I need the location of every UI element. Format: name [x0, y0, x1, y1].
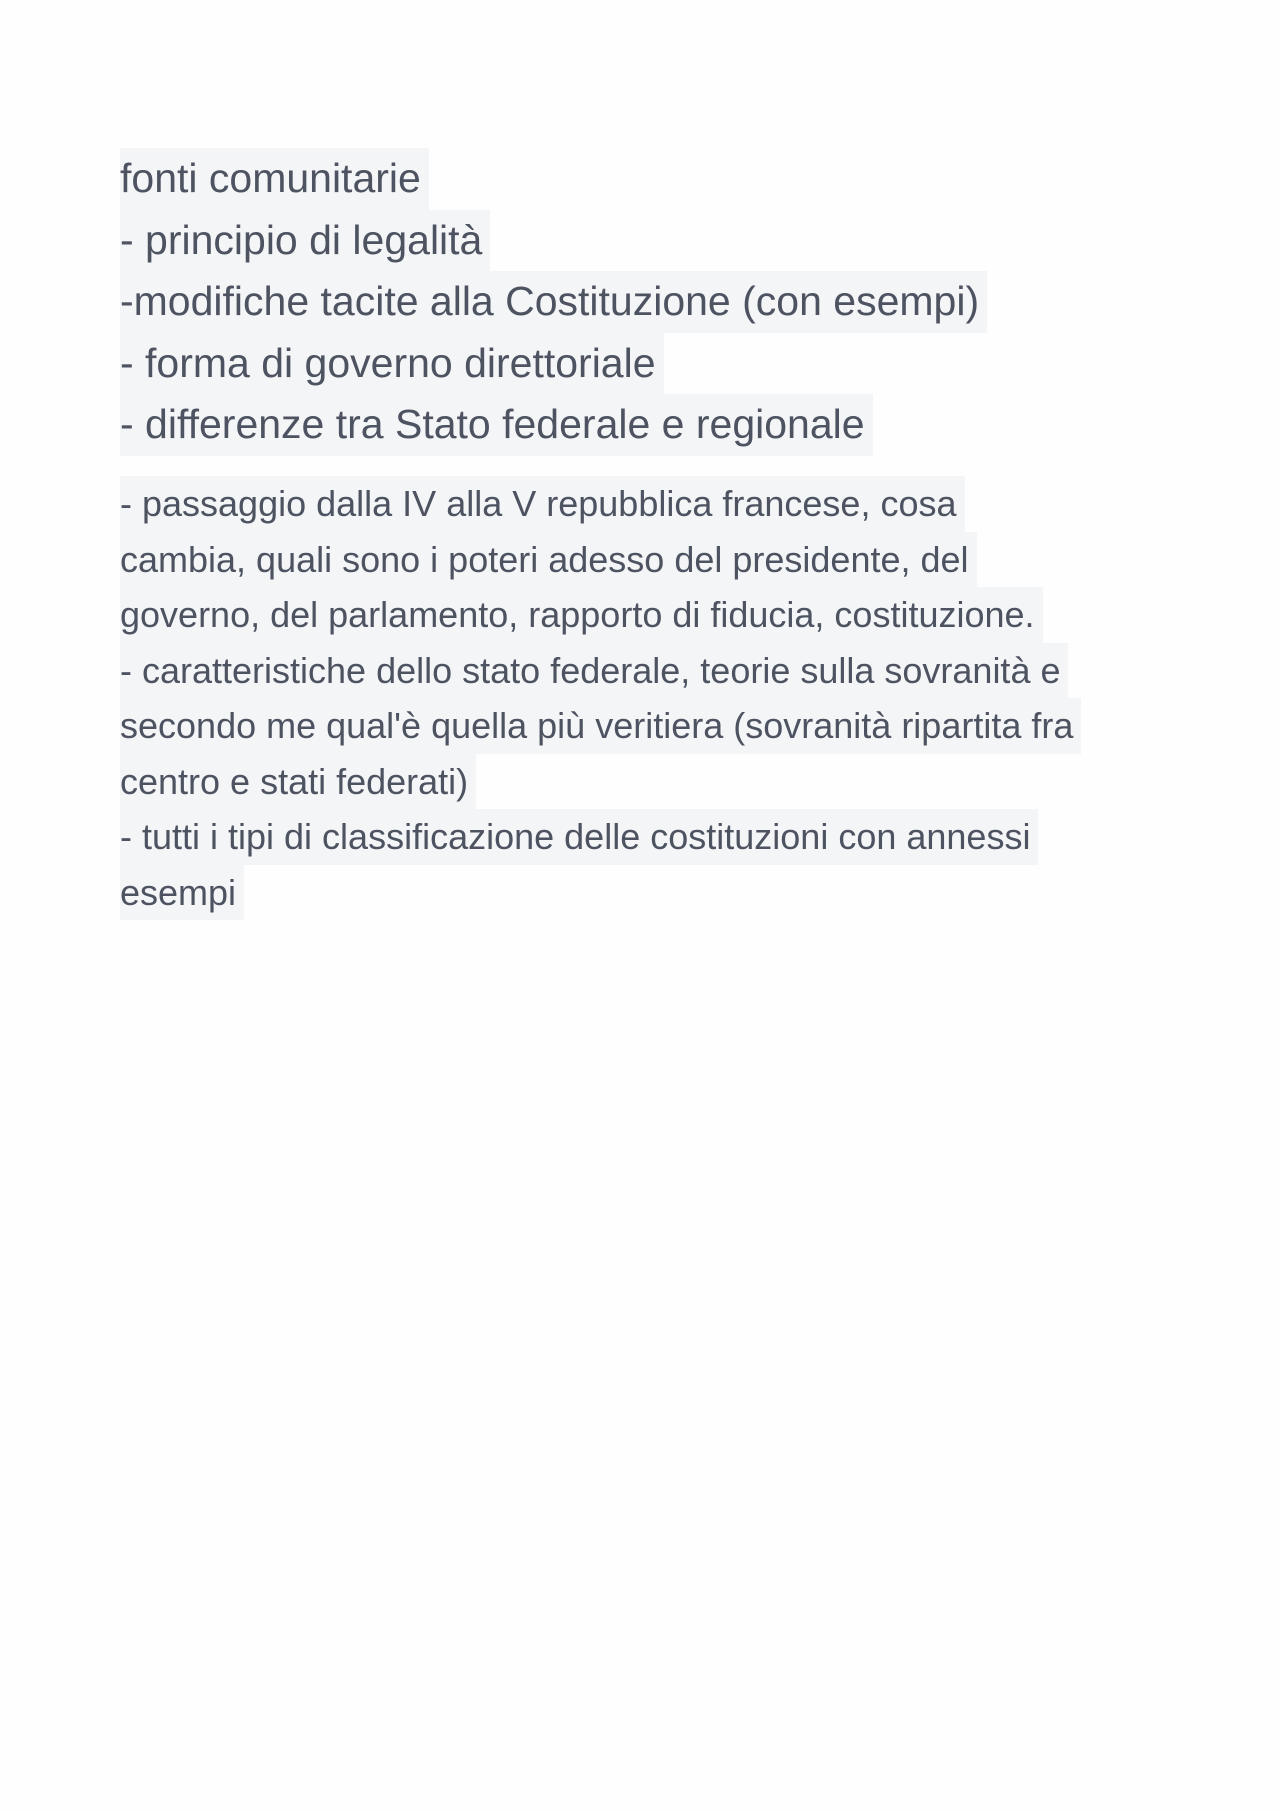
- topic-line: governo, del parlamento, rapporto di fiducia, costituzione.: [120, 587, 1043, 643]
- topic-line: - differenze tra Stato federale e regionale: [120, 394, 873, 456]
- topics-list-primary: [120, 148, 987, 456]
- topic-line: centro e stati federati): [120, 754, 476, 810]
- topic-line: - tutti i tipi di classificazione delle costituzioni con annessi: [120, 809, 1038, 865]
- topic-line: -modifiche tacite alla Costituzione (con esempi): [120, 271, 987, 333]
- topic-line: - forma di governo direttoriale: [120, 333, 664, 395]
- topic-line: cambia, quali sono i poteri adesso del presidente, del: [120, 532, 977, 588]
- topic-line: - principio di legalità: [120, 210, 490, 272]
- topics-list-secondary: [120, 476, 1081, 920]
- topic-line: - passaggio dalla IV alla V repubblica francese, cosa: [120, 476, 965, 532]
- topic-line: - caratteristiche dello stato federale, teorie sulla sovranità e: [120, 643, 1068, 699]
- topic-line: esempi: [120, 865, 244, 921]
- topic-line: secondo me qual'è quella più veritiera (sovranità ripartita fra: [120, 698, 1081, 754]
- topic-line: fonti comunitarie: [120, 148, 429, 210]
